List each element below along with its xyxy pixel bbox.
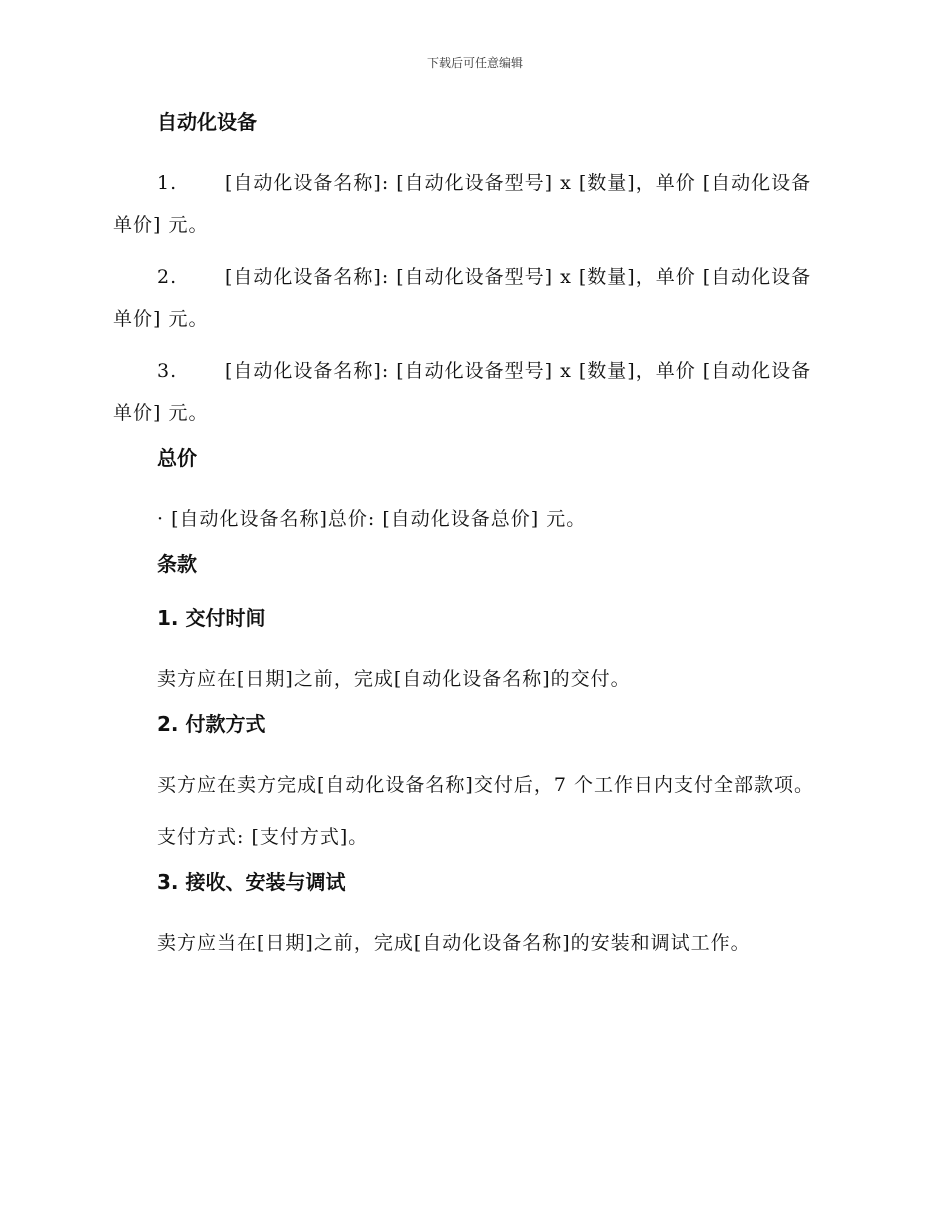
- section-title-total: 总价: [157, 446, 197, 470]
- section-title-equipment: 自动化设备: [157, 110, 257, 134]
- equipment-item-number: 1.: [157, 172, 178, 194]
- equipment-item-3: [113, 350, 825, 434]
- equipment-item-text: [自动化设备名称]: [自动化设备型号] x [数量]，单价 [自动化设备单价] 元。: [113, 266, 812, 330]
- terms-delivery-title: 1. 交付时间: [157, 606, 266, 630]
- section-title-terms: 条款: [157, 552, 197, 576]
- equipment-item-text: [自动化设备名称]: [自动化设备型号] x [数量]，单价 [自动化设备单价] 元。: [113, 360, 812, 424]
- page-header-note: 下载后可任意编辑: [426, 56, 523, 70]
- terms-install-title: 3. 接收、安装与调试: [157, 870, 346, 894]
- terms-payment-method: 支付方式: [支付方式]。: [157, 826, 369, 848]
- total-price-bullet: · [自动化设备名称]总价: [自动化设备总价] 元。: [157, 508, 587, 530]
- terms-payment-title: 2. 付款方式: [157, 712, 266, 736]
- terms-payment-text: 买方应在卖方完成[自动化设备名称]交付后，7 个工作日内支付全部款项。: [157, 774, 814, 796]
- equipment-item-number: 2.: [157, 266, 178, 288]
- equipment-item-2: [113, 256, 825, 340]
- equipment-item-number: 3.: [157, 360, 178, 382]
- terms-delivery-text: 卖方应在[日期]之前，完成[自动化设备名称]的交付。: [157, 668, 631, 690]
- document-body: [113, 108, 825, 974]
- equipment-item-text: [自动化设备名称]: [自动化设备型号] x [数量]，单价 [自动化设备单价] 元。: [113, 172, 812, 236]
- terms-install-text: 卖方应当在[日期]之前，完成[自动化设备名称]的安装和调试工作。: [157, 932, 751, 954]
- equipment-item-1: [113, 162, 825, 246]
